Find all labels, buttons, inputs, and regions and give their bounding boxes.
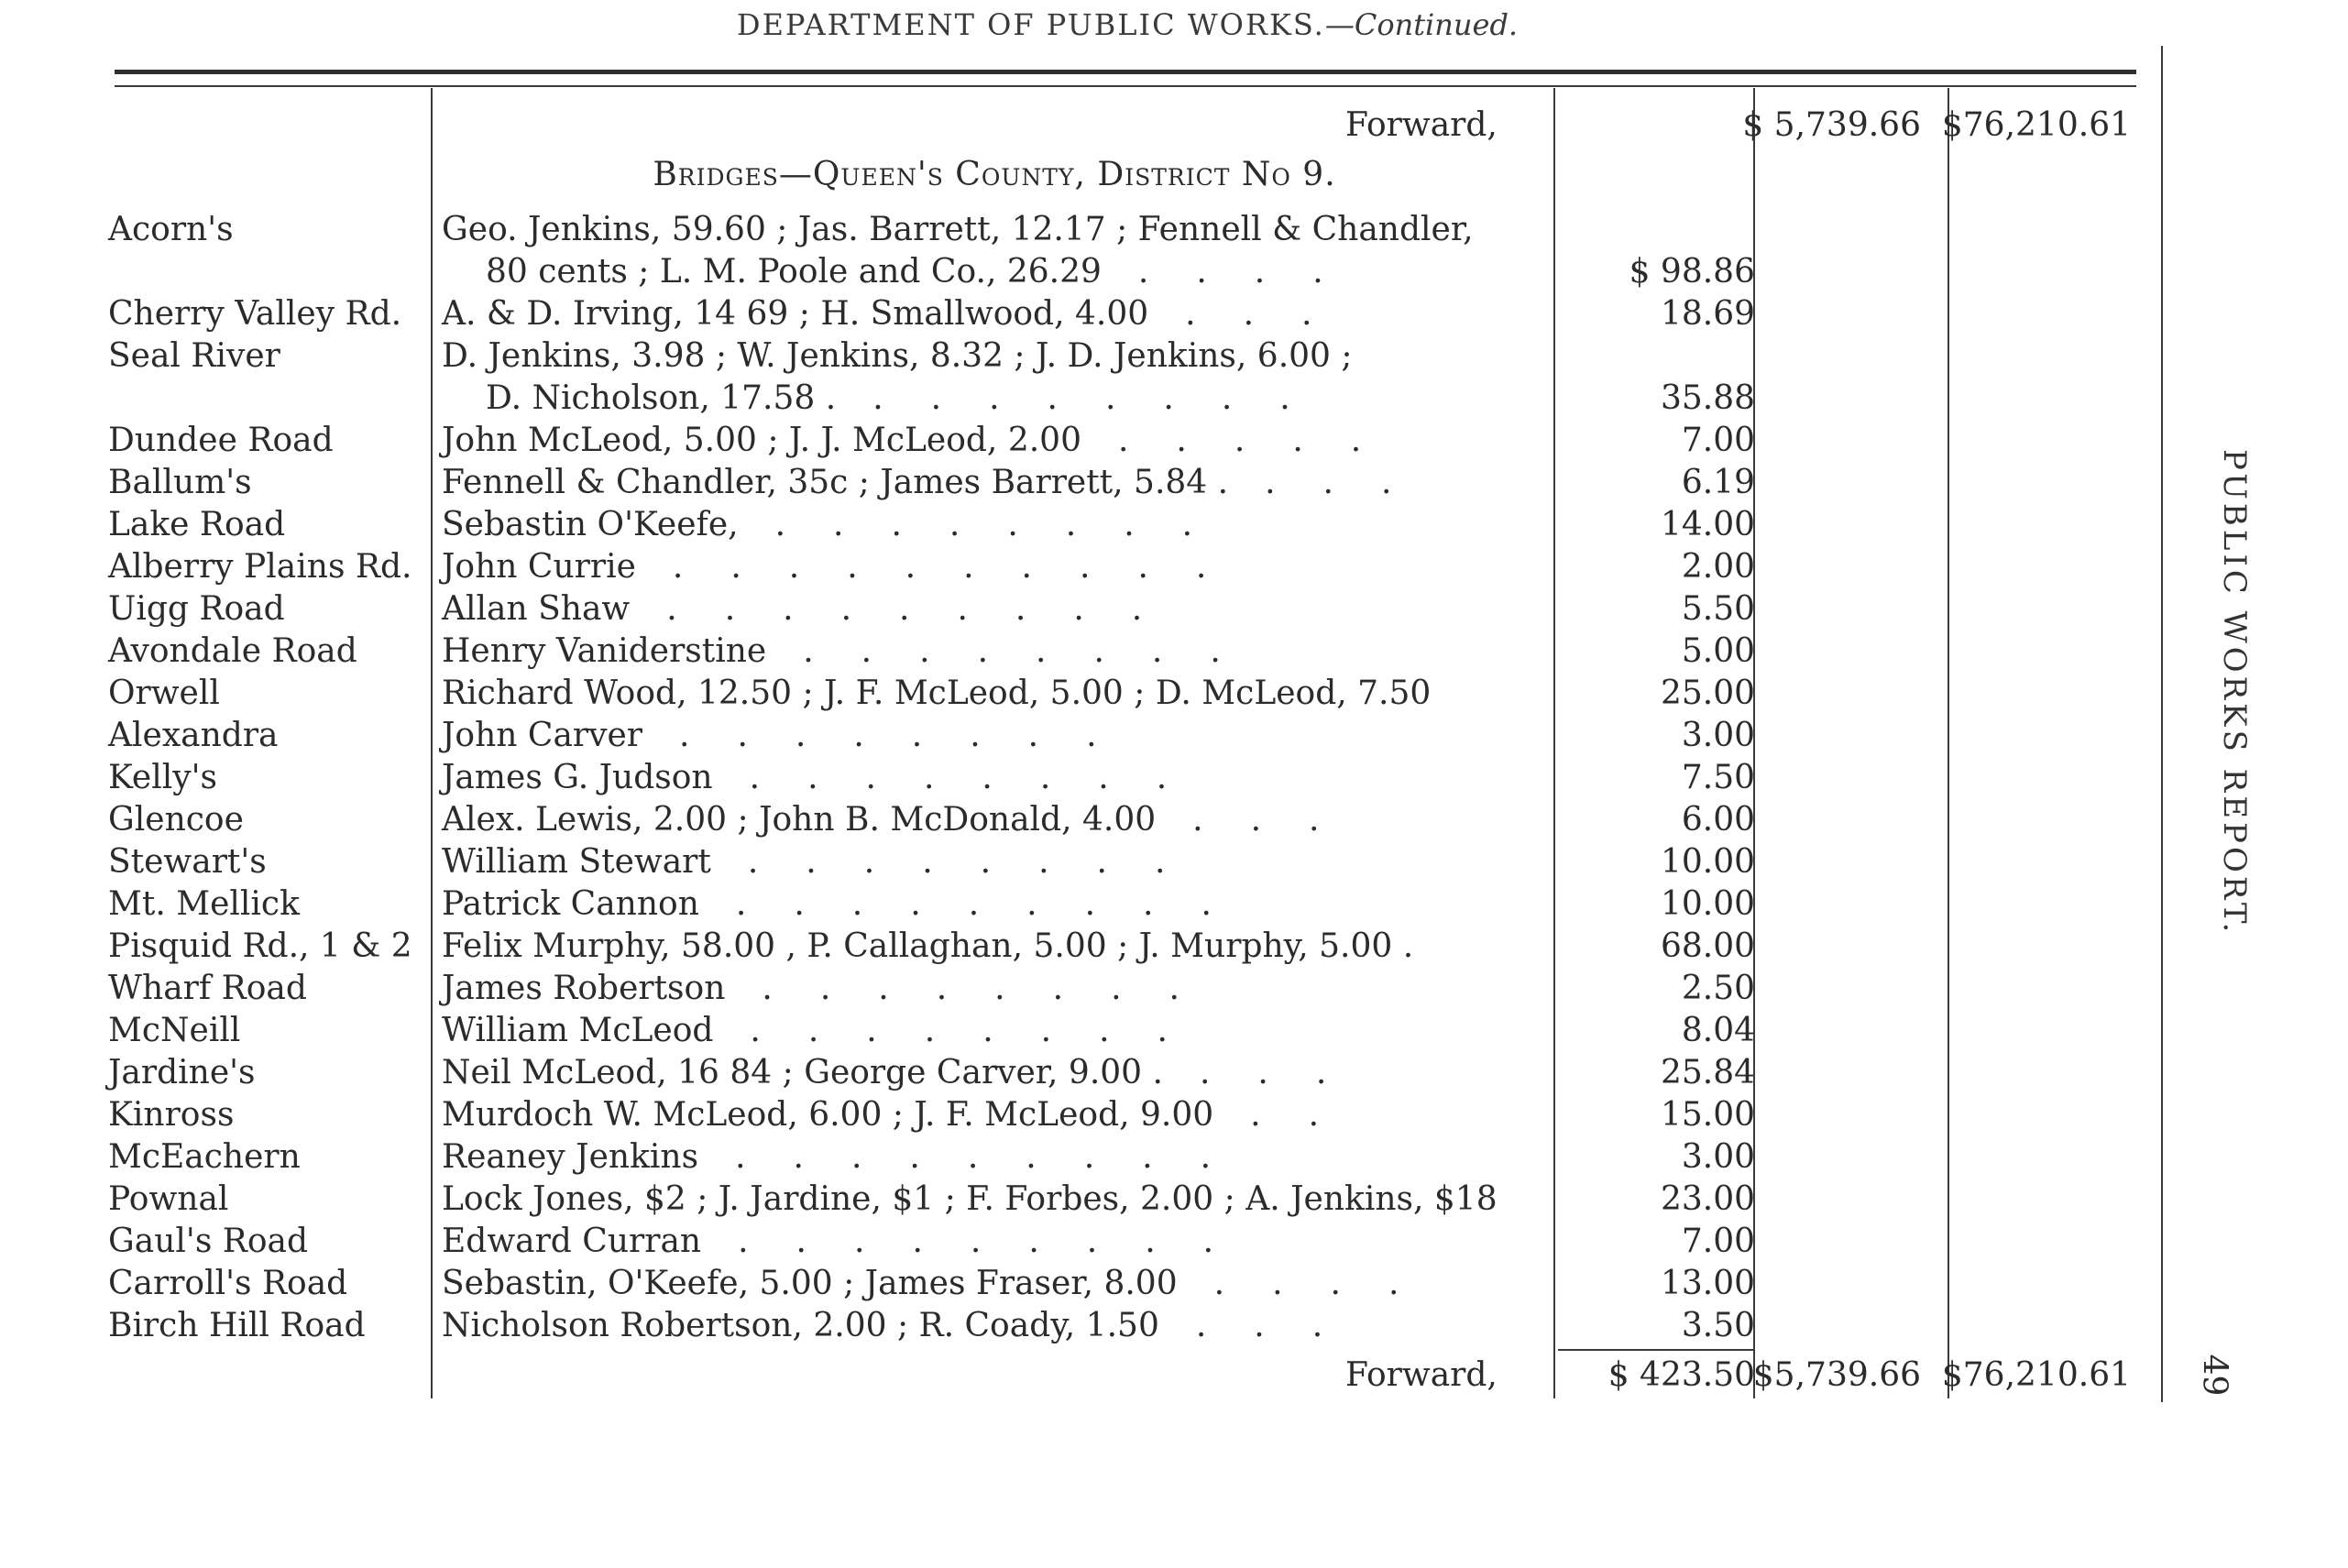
amount: 2.50 (1681, 970, 1755, 1007)
table-row (0, 1010, 2348, 1052)
payee-names: Nicholson Robertson, 2.00 ; R. Coady, 1.50 (442, 1307, 1159, 1344)
payee-text (442, 968, 1227, 1010)
table-row (0, 715, 2348, 757)
leader-dots: ........ (762, 970, 1227, 1007)
payee-text (442, 1052, 1374, 1094)
payee-names: Sebastin O'Keefe, (442, 506, 739, 543)
payee-names: Patrick Cannon (442, 885, 699, 923)
forward-top-col4: $76,210.61 (1941, 106, 2131, 144)
place-name: Seal River (108, 337, 280, 375)
payee-names: Sebastin, O'Keefe, 5.00 ; James Fraser, 8.00 (442, 1265, 1178, 1302)
payee-names: James Robertson (442, 970, 726, 1007)
leader-dots: ........ (747, 843, 1213, 881)
place-name: Glencoe (108, 801, 244, 839)
payee-text (442, 209, 1474, 251)
side-title: PUBLIC WORKS REPORT. (2216, 449, 2253, 937)
forward-top-row (0, 104, 2348, 147)
table-row (0, 420, 2348, 462)
header-rule-thick (115, 70, 2136, 74)
leader-dots: .... (1137, 253, 1371, 291)
table-row (0, 546, 2348, 588)
leader-dots: .... (1213, 1265, 1447, 1302)
header-rule-thin (115, 85, 2136, 87)
leader-dots: ......... (666, 590, 1190, 628)
place-name: McEachern (108, 1138, 301, 1176)
payee-text (442, 1263, 1446, 1305)
place-name: Birch Hill Road (108, 1307, 366, 1344)
amount: 13.00 (1660, 1265, 1755, 1302)
payee-text (442, 1221, 1261, 1263)
payee-names: Felix Murphy, 58.00 , P. Callaghan, 5.00 ; J. Murphy, 5.00 . (442, 927, 1414, 965)
amount: 10.00 (1660, 843, 1755, 881)
amount: 10.00 (1660, 885, 1755, 923)
place-name: Stewart's (108, 843, 267, 881)
payee-text (442, 420, 1409, 462)
amount: 8.04 (1681, 1012, 1755, 1049)
payee-text (442, 1179, 1498, 1221)
table-row (0, 1263, 2348, 1305)
amount: 7.50 (1681, 759, 1755, 796)
header-continued: —Continued. (1324, 7, 1519, 42)
payee-names: Lock Jones, $2 ; J. Jardine, $1 ; F. Forbes, 2.00 ; A. Jenkins, $18 (442, 1180, 1498, 1218)
leader-dots: ... (1265, 464, 1440, 501)
payee-text (442, 293, 1359, 335)
payee-names: Allan Shaw (442, 590, 631, 628)
amount: 25.84 (1660, 1054, 1755, 1091)
table-row (0, 883, 2348, 926)
place-name: Gaul's Road (108, 1223, 309, 1260)
leader-dots: ... (1195, 1307, 1371, 1344)
leader-dots: ... (1199, 1054, 1375, 1091)
table-row (0, 1305, 2348, 1347)
place-name: Wharf Road (108, 970, 307, 1007)
payee-text (442, 335, 1353, 378)
amount: 15.00 (1660, 1096, 1755, 1134)
page-number: 49 (2195, 1354, 2233, 1397)
payee-text (442, 715, 1145, 757)
payee-names: A. & D. Irving, 14 69 ; H. Smallwood, 4.00 (442, 295, 1149, 333)
payee-names: Neil McLeod, 16 84 ; George Carver, 9.00 . (442, 1054, 1163, 1091)
payee-names: Reaney Jenkins (442, 1138, 699, 1176)
header-title: DEPARTMENT OF PUBLIC WORKS. (736, 7, 1325, 42)
payee-text (442, 1136, 1258, 1179)
payee-text (442, 1010, 1215, 1052)
payee-names: Henry Vaniderstine (442, 632, 767, 670)
amount: 14.00 (1660, 506, 1755, 543)
leader-dots: ..... (1117, 422, 1410, 459)
payee-text (442, 630, 1268, 673)
leader-dots: ... (1185, 295, 1360, 333)
table-row (0, 841, 2348, 883)
leader-dots: ........ (679, 717, 1145, 754)
payee-text (442, 504, 1240, 546)
payee-text (442, 462, 1439, 504)
table-row (0, 251, 2348, 293)
place-name: Jardine's (108, 1054, 256, 1091)
amount: 5.50 (1681, 590, 1755, 628)
leader-dots: .......... (672, 548, 1255, 586)
payee-names: Alex. Lewis, 2.00 ; John B. McDonald, 4.00 (442, 801, 1157, 839)
table-row (0, 378, 2348, 420)
payee-names: James G. Judson (442, 759, 713, 796)
place-name: Dundee Road (108, 422, 334, 459)
payee-names: Geo. Jenkins, 59.60 ; Jas. Barrett, 12.17 ; Fennell & Chandler, (442, 211, 1474, 248)
place-name: Avondale Road (108, 632, 357, 670)
payee-names: Murdoch W. McLeod, 6.00 ; J. F. McLeod, 9.00 (442, 1096, 1214, 1134)
forward-top-label: Forward, (1345, 106, 1498, 144)
table-row (0, 673, 2348, 715)
payee-names: John McLeod, 5.00 ; J. J. McLeod, 2.00 (442, 422, 1081, 459)
amount: 7.00 (1681, 422, 1755, 459)
amount: 3.50 (1681, 1307, 1755, 1344)
payee-text (442, 883, 1259, 926)
table-row (0, 1094, 2348, 1136)
payee-names: John Currie (442, 548, 636, 586)
amount: 35.88 (1660, 379, 1755, 417)
payee-text (442, 757, 1214, 799)
place-name: Lake Road (108, 506, 286, 543)
place-name: Cherry Valley Rd. (108, 295, 402, 333)
place-name: Mt. Mellick (108, 885, 300, 923)
payee-names: Fennell & Chandler, 35c ; James Barrett, 5.84 . (442, 464, 1229, 501)
payee-text (442, 546, 1254, 588)
amount: 3.00 (1681, 717, 1755, 754)
leader-dots: .. (1250, 1096, 1367, 1134)
payee-text (442, 799, 1367, 841)
place-name: Pownal (108, 1180, 229, 1218)
forward-bottom-col3: $5,739.66 (1752, 1356, 1921, 1394)
table-row (0, 1179, 2348, 1221)
table-row (0, 1136, 2348, 1179)
forward-bottom-row (0, 1354, 2348, 1397)
leader-dots: ........ (749, 759, 1215, 796)
table-row (0, 335, 2348, 378)
amount: 3.00 (1681, 1138, 1755, 1176)
place-name: Acorn's (108, 211, 234, 248)
payee-text (442, 1094, 1366, 1136)
leader-dots: ... (1192, 801, 1367, 839)
table-row (0, 757, 2348, 799)
place-name: Kelly's (108, 759, 217, 796)
place-name: Carroll's Road (108, 1265, 348, 1302)
payee-names: D. Nicholson, 17.58 . (486, 379, 837, 417)
table-row (0, 462, 2348, 504)
forward-top-col3: $ 5,739.66 (1742, 106, 1921, 144)
amount: 6.19 (1681, 464, 1755, 501)
table-row (0, 293, 2348, 335)
payee-names: William McLeod (442, 1012, 714, 1049)
place-name: Uigg Road (108, 590, 285, 628)
total-rule (1558, 1349, 1753, 1351)
table-row (0, 1221, 2348, 1263)
payee-names: 80 cents ; L. M. Poole and Co., 26.29 (486, 253, 1102, 291)
leader-dots: ........ (872, 379, 1338, 417)
forward-bottom-amount: $ 423.50 (1607, 1356, 1755, 1394)
amount: 5.00 (1681, 632, 1755, 670)
section-heading: Bridges—Queen's County, District No 9. (653, 156, 1336, 193)
payee-names: Edward Curran (442, 1223, 702, 1260)
payee-text (442, 1305, 1370, 1347)
amount: 25.00 (1660, 674, 1755, 712)
amount: 7.00 (1681, 1223, 1755, 1260)
payee-text (442, 673, 1431, 715)
place-name: McNeill (108, 1012, 241, 1049)
place-name: Kinross (108, 1096, 235, 1134)
payee-text (442, 841, 1212, 883)
leader-dots: ........ (750, 1012, 1215, 1049)
place-name: Ballum's (108, 464, 252, 501)
payee-names: Richard Wood, 12.50 ; J. F. McLeod, 5.00 ; D. McLeod, 7.50 (442, 674, 1432, 712)
payee-names: John Carver (442, 717, 642, 754)
leader-dots: ......... (738, 1223, 1262, 1260)
table-row (0, 926, 2348, 968)
payee-text (486, 251, 1371, 293)
leader-dots: ........ (774, 506, 1241, 543)
table-row (0, 799, 2348, 841)
leader-dots: ........ (803, 632, 1268, 670)
payee-names: William Stewart (442, 843, 711, 881)
table-row (0, 504, 2348, 546)
table-row (0, 968, 2348, 1010)
amount: 18.69 (1660, 295, 1755, 333)
payee-names: D. Jenkins, 3.98 ; W. Jenkins, 8.32 ; J. D. Jenkins, 6.00 ; (442, 337, 1353, 375)
page-header (115, 7, 2140, 42)
payee-text (442, 926, 1413, 968)
amount: 68.00 (1660, 927, 1755, 965)
leader-dots: ......... (735, 1138, 1259, 1176)
payee-text (486, 378, 1338, 420)
amount: 23.00 (1660, 1180, 1755, 1218)
place-name: Orwell (108, 674, 220, 712)
forward-bottom-col4: $76,210.61 (1941, 1356, 2131, 1394)
place-name: Alberry Plains Rd. (108, 548, 412, 586)
table-row (0, 588, 2348, 630)
place-name: Alexandra (108, 717, 279, 754)
leader-dots: ......... (735, 885, 1259, 923)
amount: $ 98.86 (1629, 253, 1755, 291)
place-name: Pisquid Rd., 1 & 2 (108, 927, 412, 965)
table-row (0, 209, 2348, 251)
forward-bottom-label: Forward, (1345, 1356, 1498, 1394)
table-row (0, 630, 2348, 673)
amount: 6.00 (1681, 801, 1755, 839)
amount: 2.00 (1681, 548, 1755, 586)
payee-text (442, 588, 1190, 630)
table-row (0, 1052, 2348, 1094)
